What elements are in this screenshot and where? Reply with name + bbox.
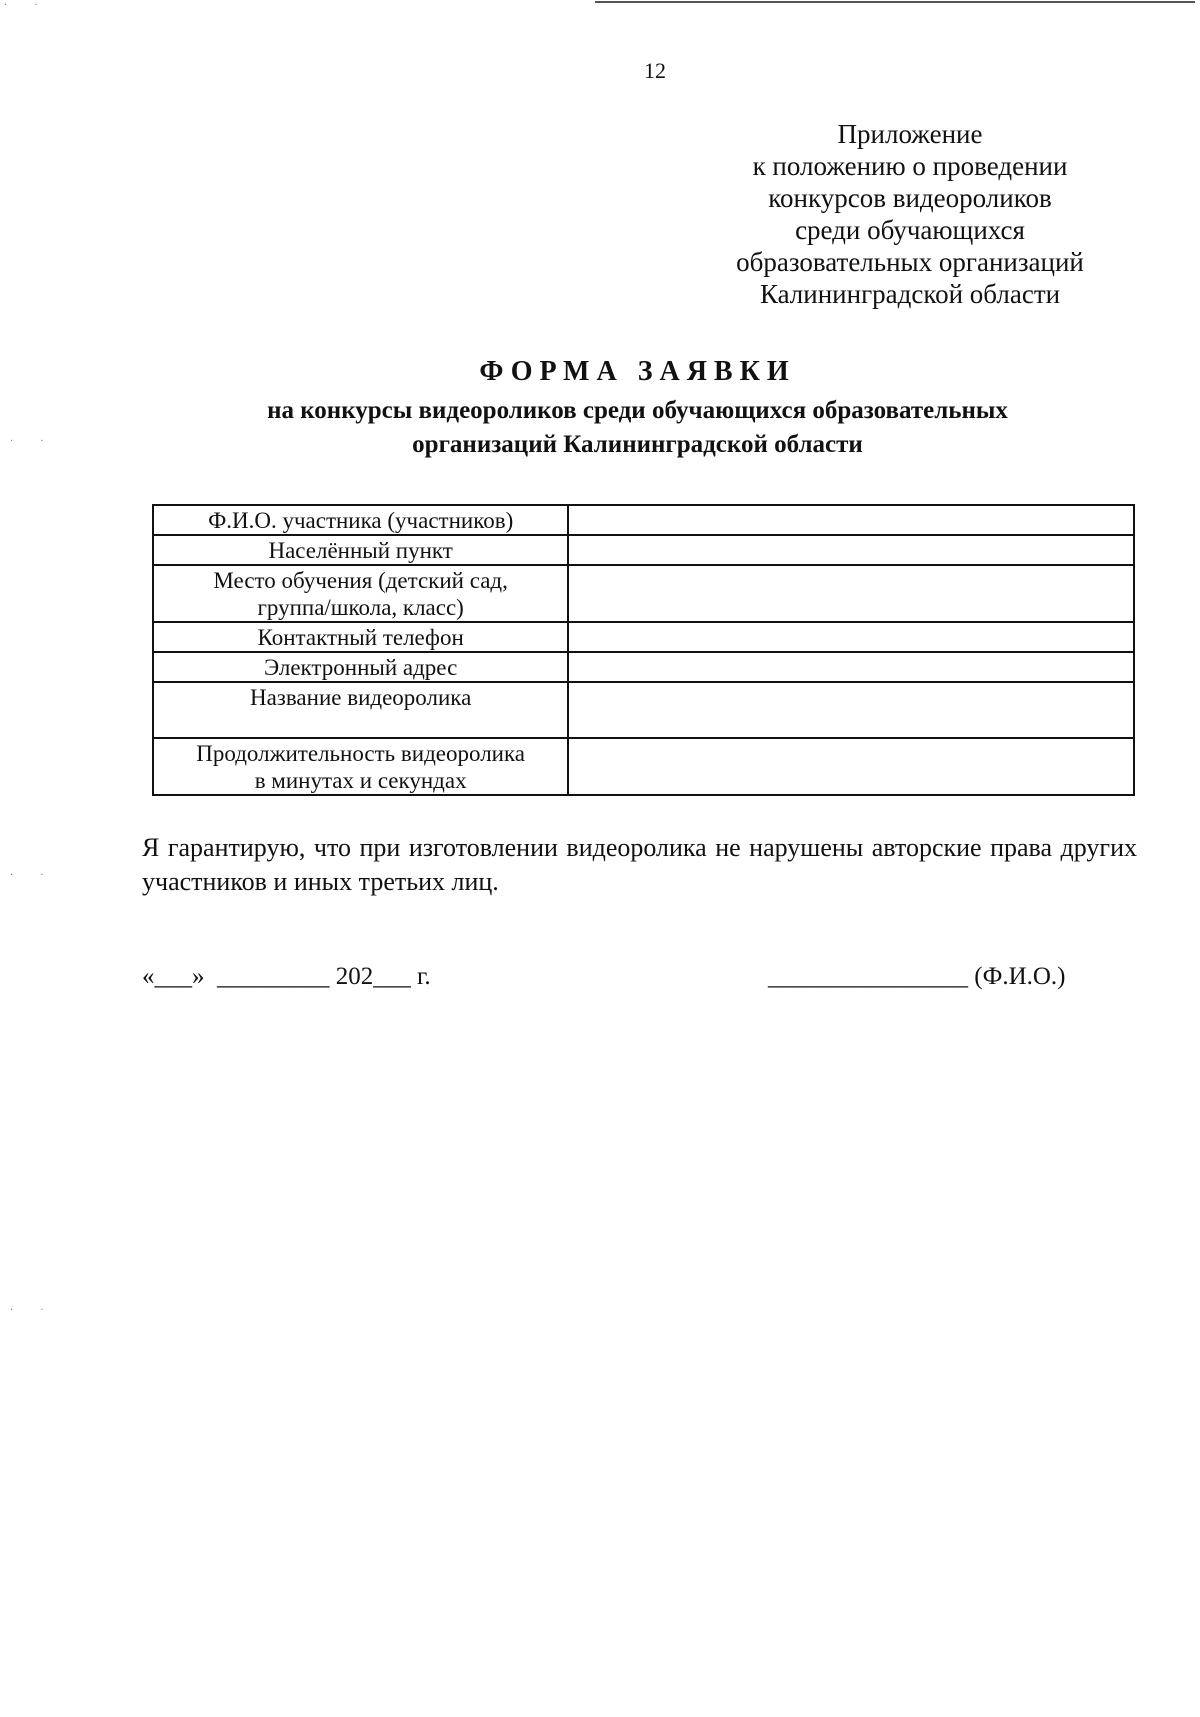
field-value-participant-name[interactable] bbox=[568, 505, 1134, 535]
table-row bbox=[153, 565, 1134, 622]
appendix-line: образовательных организаций bbox=[736, 247, 1084, 277]
field-label-place-of-study bbox=[153, 565, 568, 622]
scan-artifact-mark: · · bbox=[10, 870, 56, 881]
appendix-line: Приложение bbox=[837, 119, 983, 149]
field-label-line: в минутах и секундах bbox=[254, 768, 467, 793]
signature-name-line: ________________ (Ф.И.О.) bbox=[768, 963, 1066, 990]
field-label-line: Населённый пункт bbox=[268, 538, 453, 563]
field-label-line: Место обучения (детский сад, bbox=[213, 568, 508, 593]
field-label-line: группа/школа, класс) bbox=[257, 595, 464, 620]
field-label-locality bbox=[153, 535, 568, 565]
scan-artifact-mark: · · bbox=[10, 1305, 56, 1316]
guarantee-statement: Я гарантирую, что при изготовлении видеоролика не нарушены авторские права других участников и иных третьих лиц. bbox=[142, 833, 1137, 896]
table-row bbox=[153, 622, 1134, 652]
field-value-place-of-study[interactable] bbox=[568, 565, 1134, 622]
field-value-video-duration[interactable] bbox=[568, 738, 1134, 795]
field-label-contact-phone bbox=[153, 622, 568, 652]
table-row bbox=[153, 535, 1134, 565]
field-value-contact-phone[interactable] bbox=[568, 622, 1134, 652]
scan-artifact-mark: · · bbox=[4, 0, 50, 11]
field-label-video-duration bbox=[153, 738, 568, 795]
field-label-participant-name bbox=[153, 505, 568, 535]
field-label-line: Ф.И.О. участника (участников) bbox=[208, 508, 514, 533]
scan-artifact-mark: · · bbox=[10, 436, 56, 447]
application-form-table bbox=[152, 504, 1135, 796]
field-label-line: Название видеоролика bbox=[249, 685, 472, 710]
field-value-email[interactable] bbox=[568, 652, 1134, 682]
page-number: 12 bbox=[644, 58, 666, 83]
table-row bbox=[153, 738, 1134, 795]
table-row bbox=[153, 652, 1134, 682]
form-subtitle-line: организаций Калининградской области bbox=[412, 431, 863, 458]
scan-top-rule bbox=[595, 1, 1195, 3]
appendix-line: к положению о проведении bbox=[752, 151, 1068, 181]
form-title: ФОРМА ЗАЯВКИ bbox=[479, 356, 796, 387]
appendix-line: среди обучающихся bbox=[795, 215, 1025, 245]
field-value-locality[interactable] bbox=[568, 535, 1134, 565]
field-label-line: Продолжительность видеоролика bbox=[196, 741, 526, 766]
form-subtitle bbox=[0, 394, 1200, 462]
field-label-line: Контактный телефон bbox=[257, 625, 464, 650]
field-label-video-title bbox=[153, 682, 568, 738]
table-row bbox=[153, 505, 1134, 535]
signature-date-line: «___» _________ 202___ г. bbox=[142, 963, 431, 990]
appendix-line: Калининградской области bbox=[759, 279, 1061, 309]
appendix-block bbox=[690, 118, 1130, 310]
appendix-line: конкурсов видеороликов bbox=[768, 183, 1052, 213]
form-subtitle-line: на конкурсы видеороликов среди обучающихся образовательных bbox=[267, 397, 1008, 424]
field-value-video-title[interactable] bbox=[568, 682, 1134, 738]
field-label-line: Электронный адрес bbox=[263, 655, 458, 680]
table-row bbox=[153, 682, 1134, 738]
field-label-email bbox=[153, 652, 568, 682]
